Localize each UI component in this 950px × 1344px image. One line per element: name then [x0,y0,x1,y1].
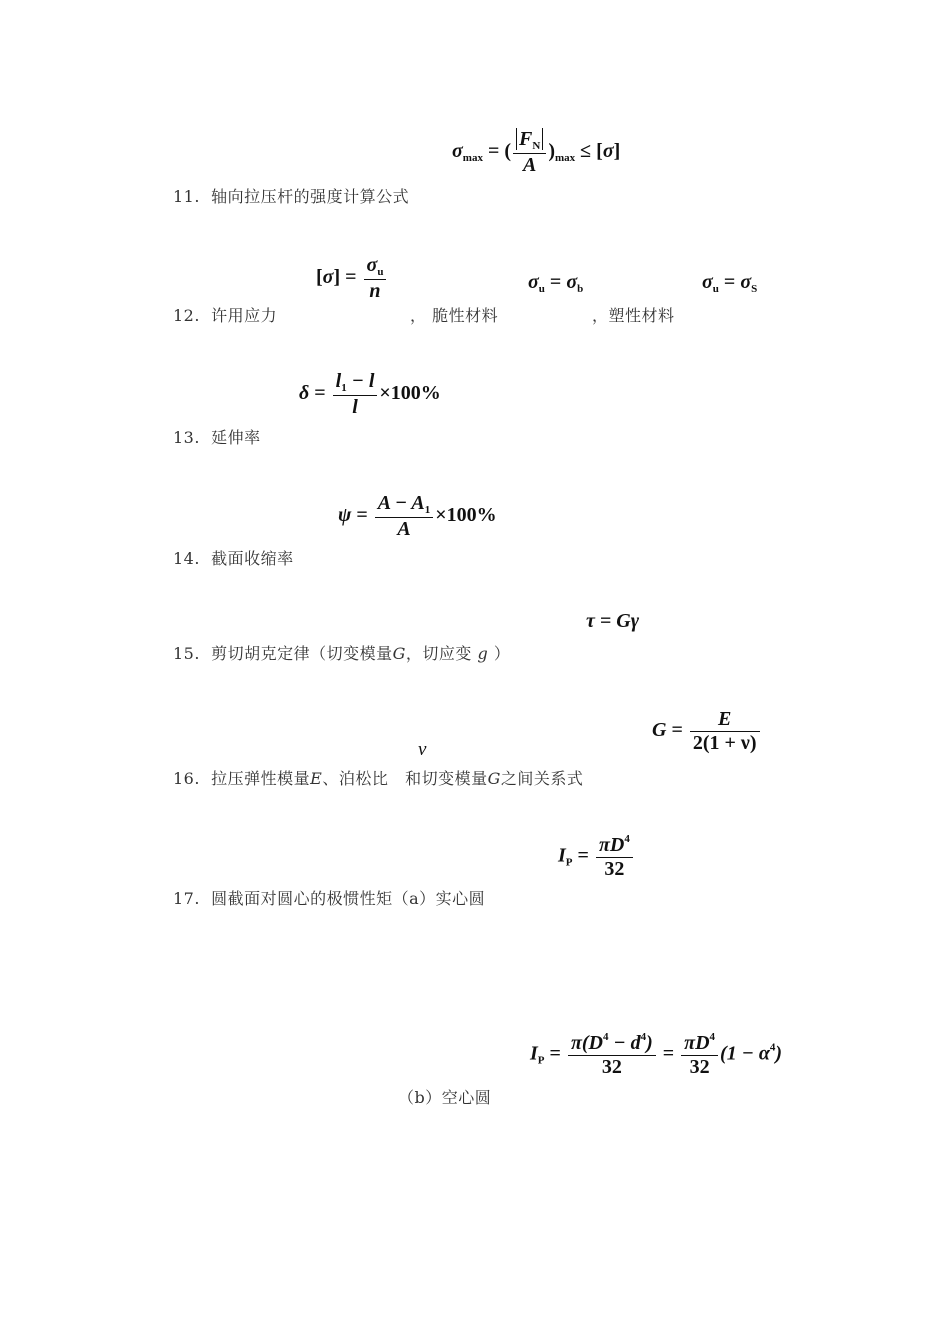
formula-hooke-shear: τ = Gγ [586,610,640,632]
item-11: 11. 轴向拉压杆的强度计算公式 [173,187,410,206]
poisson-symbol: ν [418,739,427,760]
item-12: 12. 许用应力 [173,306,278,325]
formula-plastic: $\sigma_u = \sigma_S$ [702,271,758,295]
item-14: 14. 截面收缩率 [173,549,294,568]
formula-allowable-stress: [σ] = $\frac{\sigma_u}{n}$ [316,254,388,303]
item-12-plastic-label: ，塑性材料 [592,306,675,325]
formula-modulus-relation: G = $\frac{E}{2(1 + \nu)}$ [652,708,762,755]
item-16: 16. 拉压弹性模量E、泊松比 和切变模量G之间关系式 [173,769,584,788]
formula-strength: $\sigma_{max}$ = ( $\frac{F_N}{A}$ )$_{max} \le [\sigma]$ [452,128,621,176]
formula-area-reduction: ψ = $\frac{A - A_1}{A}$ ×100% [338,492,497,540]
formula-polar-inertia-hollow: $I_P$ = $\frac{\pi(D^4 - d^4)}{32}$ = $\frac{\pi D^4}{32}$ $(1 - \alpha^4)$ [530,1031,783,1078]
formula-brittle: $\sigma_u = \sigma_b$ [528,271,584,295]
formula-polar-inertia-solid: $I_P$ = $\frac{\pi D^4}{32}$ [558,833,635,881]
item-12-brittle-label: ， 脆性材料 [410,306,499,325]
formula-elongation: δ = $\frac{l_1 - l}{l}$ ×100% [299,370,441,418]
item-13: 13. 延伸率 [173,428,261,447]
item-17-hollow-label: （b）空心圆 [398,1088,492,1107]
item-15: 15. 剪切胡克定律（切变模量G，切应变 g ） [173,644,511,663]
item-17: 17. 圆截面对圆心的极惯性矩（a）实心圆 [173,889,486,908]
